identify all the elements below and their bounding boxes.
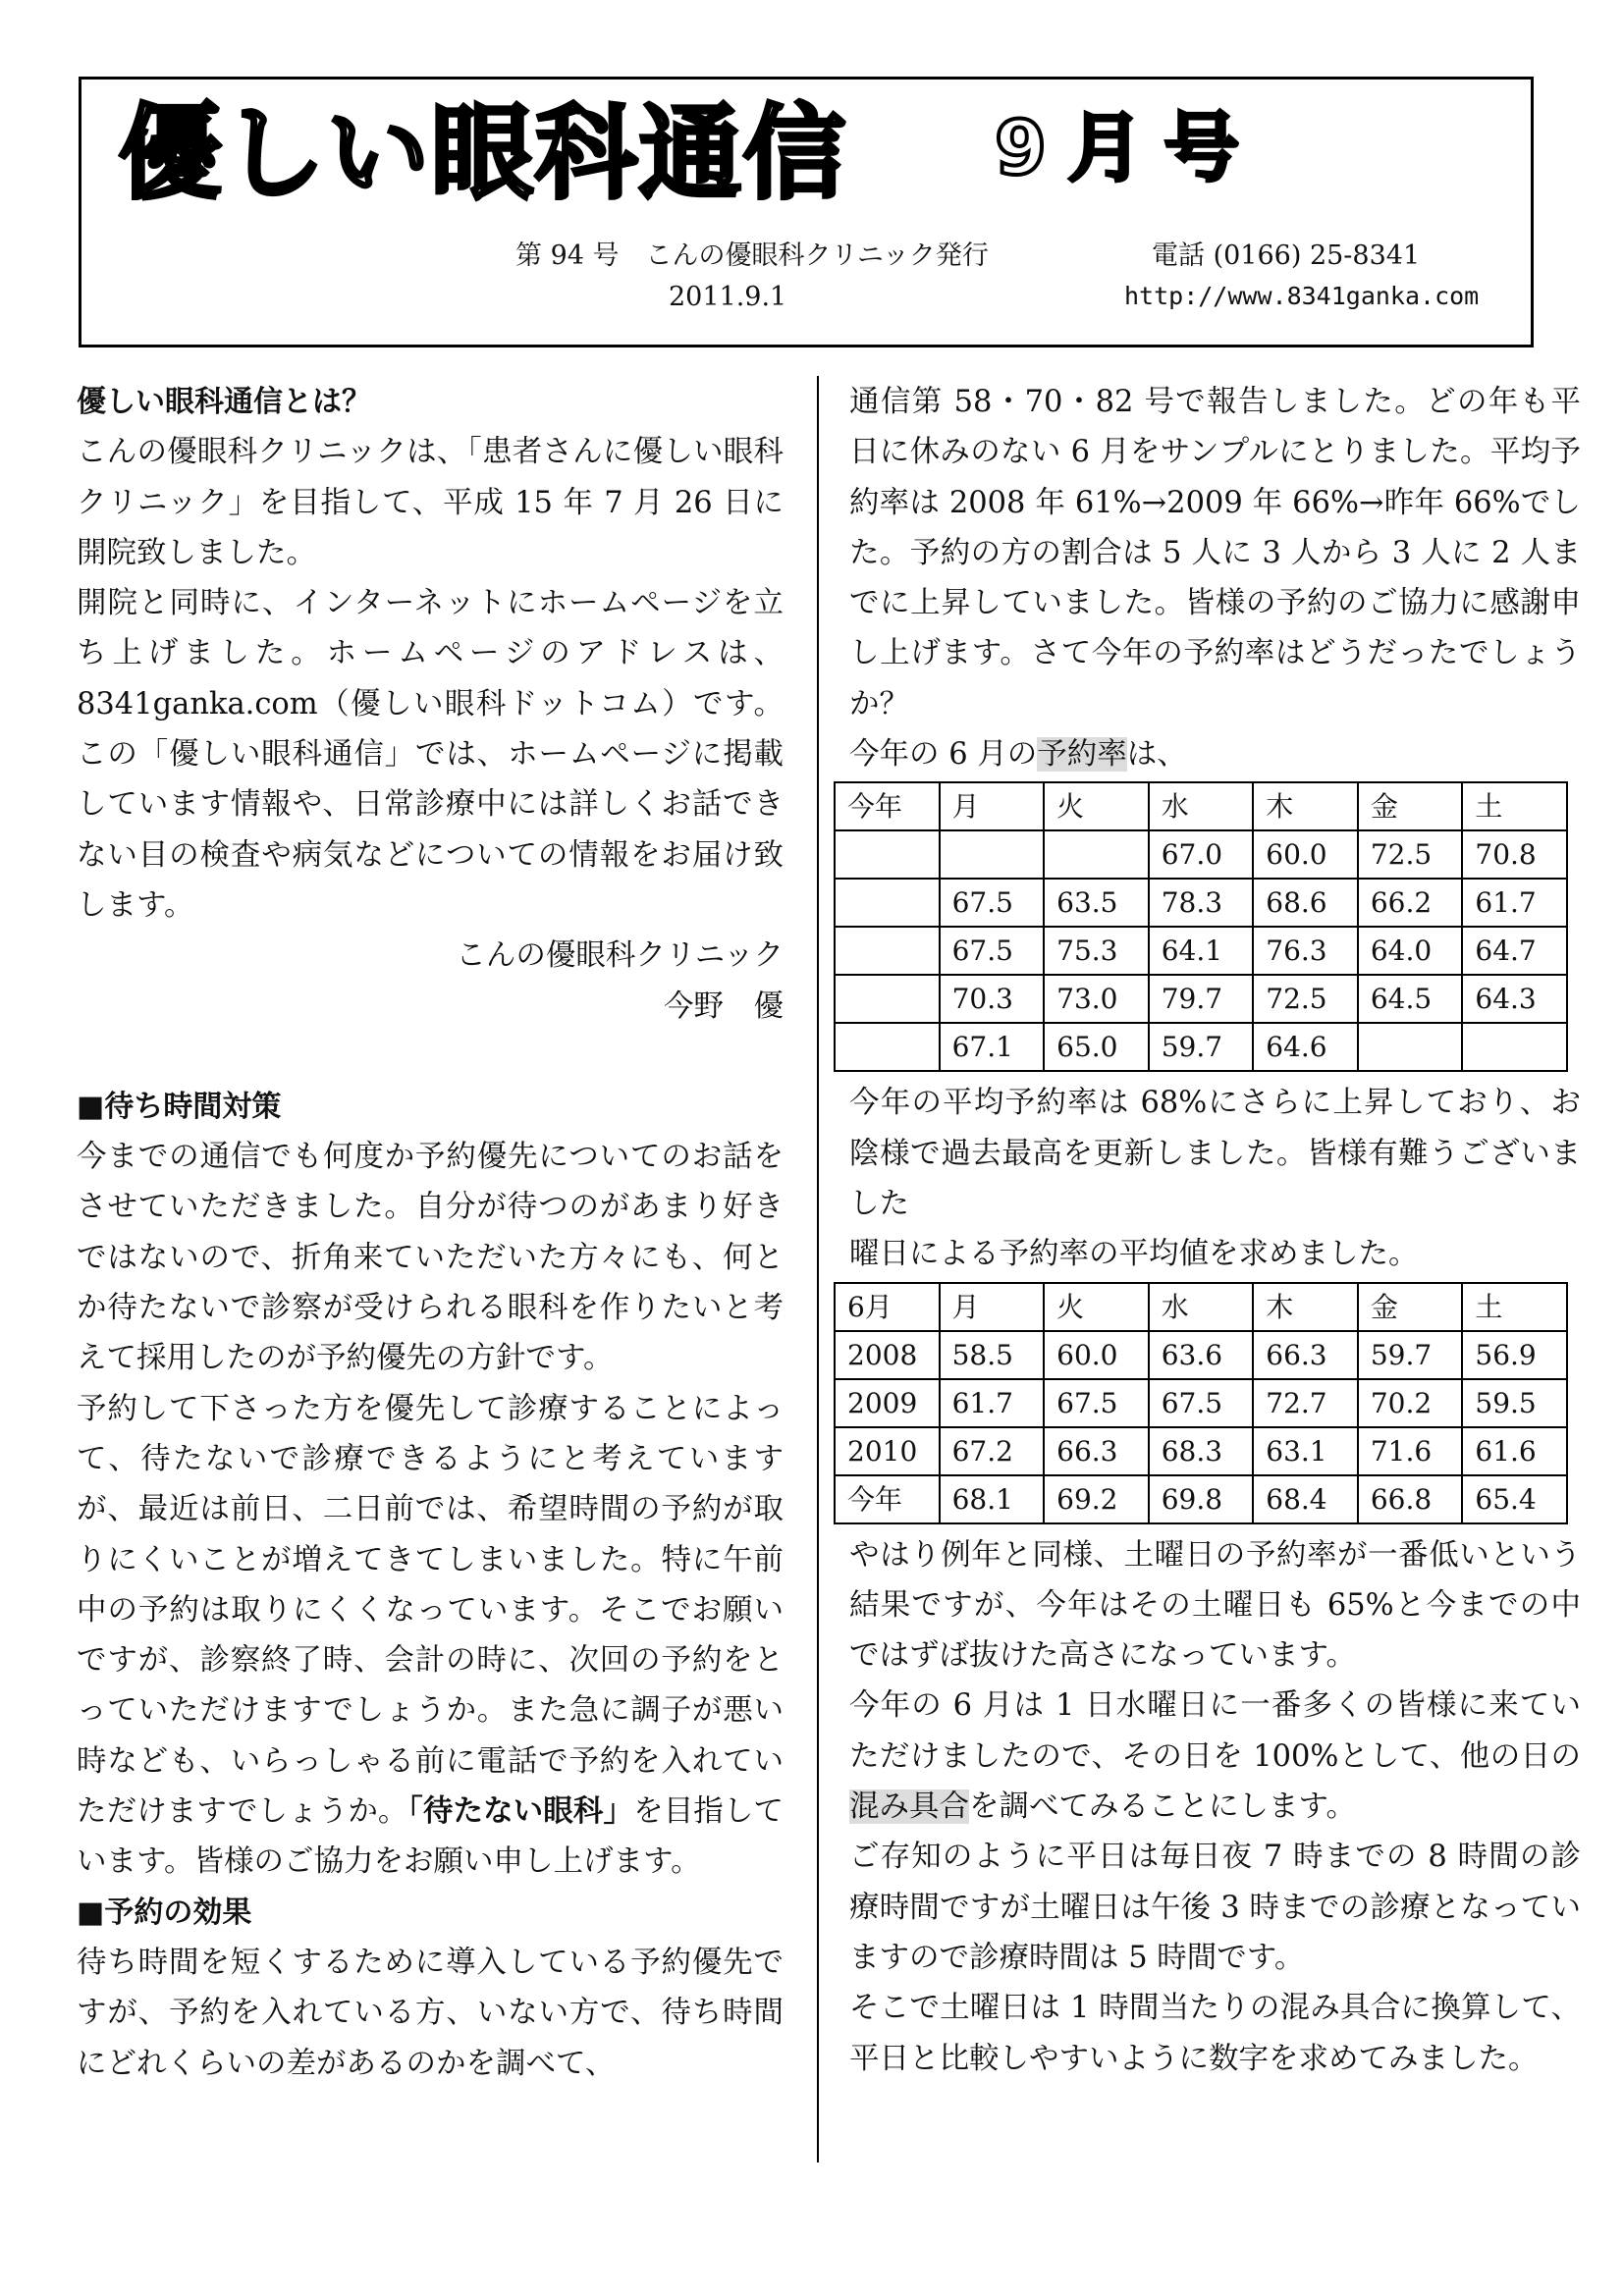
wait-time-paragraph-2	[77, 1384, 784, 1888]
table-cell: 72.5	[1358, 830, 1463, 879]
table-cell: 63.6	[1149, 1331, 1254, 1379]
wait-time-text-a: 予約して下さった方を優先して診療することによって、待たないで診療できるようにと考えていますが、最近は前日、二日前では、希望時間の予約が取りにくいことが増えてきてしまいました。特に午前中の予約は取りにくくなっています。そこでお願いですが、診察終了時、会計の時に、次回の予約をとっていただけますでしょうか。また急に調子が悪い時なども、いらっしゃる前に電話で予約を入れていただけますでしょうか。	[77, 1391, 784, 1830]
issue-month: 9月号	[995, 104, 1261, 191]
table-cell: 79.7	[1149, 975, 1254, 1023]
table-cell: 65.4	[1462, 1475, 1567, 1523]
congestion-paragraph	[849, 1681, 1581, 1832]
table-cell: 75.3	[1044, 927, 1149, 975]
wait-time-heading: ■待ち時間対策	[77, 1089, 282, 1124]
table-cell: 66.3	[1044, 1427, 1149, 1475]
average-rate-paragraph: 今年の平均予約率は 68%にさらに上昇しており、お陰様で過去最高を更新しました。皆様有難うございました	[849, 1086, 1581, 1221]
weekday-average-table	[834, 1282, 1568, 1524]
table-cell: 61.7	[1462, 879, 1567, 927]
table-cell: 70.2	[1358, 1379, 1463, 1427]
table-cell: 67.5	[940, 927, 1045, 975]
intro-paragraph-1: こんの優眼科クリニックは、「患者さんに優しい眼科クリニック」を目指して、平成 15 年 7 月 26 日に開院致しました。	[77, 435, 784, 570]
table-cell: 69.2	[1044, 1475, 1149, 1523]
table-header-cell: 今年	[835, 782, 940, 830]
table-row	[835, 1427, 1567, 1475]
table-cell: 59.7	[1149, 1023, 1254, 1071]
right-column	[849, 377, 1581, 2084]
table-cell: 2008	[835, 1331, 940, 1379]
table-cell: 63.5	[1044, 879, 1149, 927]
table-header-row	[835, 1283, 1567, 1331]
table-header-cell: 火	[1044, 1283, 1149, 1331]
table-cell: 63.1	[1253, 1427, 1358, 1475]
newsletter-title: 優しい眼科通信	[119, 93, 848, 213]
table-row	[835, 1331, 1567, 1379]
wait-time-paragraph-1: 今までの通信でも何度か予約優先についてのお話をさせていただきました。自分が待つのがあまり好きではないので、折角来ていただいた方々にも、何とか待たないで診察が受けられる眼科を作りたいと考えて採用したのが予約優先の方針です。	[77, 1140, 784, 1376]
table-cell: 70.8	[1462, 830, 1567, 879]
table-cell: 67.2	[940, 1427, 1045, 1475]
table-cell: 59.7	[1358, 1331, 1463, 1379]
table-cell: 64.3	[1462, 975, 1567, 1023]
table-row	[835, 927, 1567, 975]
table-header-cell: 土	[1462, 1283, 1567, 1331]
table-cell: 72.5	[1253, 975, 1358, 1023]
table-cell	[1358, 1023, 1463, 1071]
table-cell: 66.3	[1253, 1331, 1358, 1379]
signature-name: 今野 優	[664, 988, 784, 1024]
signature-clinic: こんの優眼科クリニック	[456, 938, 784, 974]
table-cell: 2009	[835, 1379, 940, 1427]
table-cell	[835, 927, 940, 975]
table-cell: 65.0	[1044, 1023, 1149, 1071]
intro-heading: 優しい眼科通信とは？	[77, 385, 371, 419]
table-cell: 2010	[835, 1427, 940, 1475]
table-header-cell: 6月	[835, 1283, 940, 1331]
table-cell: 66.8	[1358, 1475, 1463, 1523]
table-cell: 64.0	[1358, 927, 1463, 975]
congestion-text-end: を調べてみることにします。	[969, 1789, 1357, 1825]
table-header-cell: 月	[940, 782, 1045, 830]
effect-paragraph-1: 待ち時間を短くするために導入している予約優先ですが、予約を入れている方、いない方で、待ち時間にどれくらいの差があるのかを調べて、	[77, 1945, 784, 2081]
table-header-cell: 金	[1358, 1283, 1463, 1331]
june-rate-intro	[849, 729, 1581, 779]
table-row	[835, 1023, 1567, 1071]
table-row	[835, 975, 1567, 1023]
table-header-cell: 木	[1253, 782, 1358, 830]
table-cell: 60.0	[1253, 830, 1358, 879]
table-header-row	[835, 782, 1567, 830]
conversion-paragraph: そこで土曜日は 1 時間当たりの混み具合に換算して、平日と比較しやすいように数字を求めてみました。	[849, 1991, 1581, 2076]
table-header-cell: 水	[1149, 1283, 1254, 1331]
table-row	[835, 1379, 1567, 1427]
table-header-cell: 火	[1044, 782, 1149, 830]
table-header-cell: 土	[1462, 782, 1567, 830]
table-cell: 61.6	[1462, 1427, 1567, 1475]
table-cell: 60.0	[1044, 1331, 1149, 1379]
table-cell: 68.4	[1253, 1475, 1358, 1523]
table-header-cell: 月	[940, 1283, 1045, 1331]
table-cell	[835, 975, 940, 1023]
spacer	[77, 1032, 784, 1082]
weekday-average-intro: 曜日による予約率の平均値を求めました。	[849, 1237, 1419, 1272]
left-column	[77, 377, 784, 2089]
table-header-cell: 水	[1149, 782, 1254, 830]
wait-time-text-b: を目指しています。皆様のご協力をお願い申し上げます。	[77, 1794, 784, 1880]
table-cell: 68.6	[1253, 879, 1358, 927]
issue-date: 2011.9.1	[669, 282, 787, 312]
table-cell	[1462, 1023, 1567, 1071]
table-row	[835, 879, 1567, 927]
column-divider	[817, 376, 819, 2163]
table-cell	[835, 1023, 940, 1071]
table-header-cell: 金	[1358, 782, 1463, 830]
table-cell: 56.9	[1462, 1331, 1567, 1379]
table-cell	[835, 830, 940, 879]
table-cell: 71.6	[1358, 1427, 1463, 1475]
table-cell: 68.1	[940, 1475, 1045, 1523]
table-cell: 66.2	[1358, 879, 1463, 927]
table-cell	[940, 830, 1045, 879]
saturday-paragraph: やはり例年と同様、土曜日の予約率が一番低いという結果ですが、今年はその土曜日も 65%と今までの中ではずば抜けた高さになっています。	[849, 1537, 1581, 1674]
congestion-text: 今年の 6 月は 1 日水曜日に一番多くの皆様に来ていただけましたので、その日を 100%として、他の日の	[849, 1688, 1581, 1774]
table-cell: 58.5	[940, 1331, 1045, 1379]
highlight-reservation-rate: 予約率	[1037, 737, 1127, 773]
table-cell: 67.0	[1149, 830, 1254, 879]
june-rate-text: 今年の 6 月の	[849, 737, 1038, 773]
report-paragraph: 通信第 58・70・82 号で報告しました。どの年も平日に休みのない 6 月をサンプルにとりました。平均予約率は 2008 年 61%→2009 年 66%→昨年 66%でした。予約の方の割合は 5 人に 3 人から 3 人に 2 人までに上昇していました。皆様の予約のご協力に感謝申し上げます。さて今年の予約率はどうだったでしょうか？	[849, 385, 1581, 721]
daily-rate-table	[834, 781, 1568, 1072]
issue-line: 第 94 号 こんの優眼科クリニック発行	[515, 240, 989, 271]
table-cell: 64.6	[1253, 1023, 1358, 1071]
table-row	[835, 830, 1567, 879]
highlight-congestion: 混み具合	[849, 1789, 969, 1825]
table-cell: 73.0	[1044, 975, 1149, 1023]
table-cell: 64.1	[1149, 927, 1254, 975]
table-cell: 64.5	[1358, 975, 1463, 1023]
table-cell: 59.5	[1462, 1379, 1567, 1427]
table-cell: 67.5	[940, 879, 1045, 927]
table-cell: 67.1	[940, 1023, 1045, 1071]
table-cell: 61.7	[940, 1379, 1045, 1427]
table-cell: 78.3	[1149, 879, 1254, 927]
effect-heading: ■予約の効果	[77, 1895, 252, 1930]
table-cell	[835, 879, 940, 927]
table-cell: 70.3	[940, 975, 1045, 1023]
table-cell: 64.7	[1462, 927, 1567, 975]
table-cell: 69.8	[1149, 1475, 1254, 1523]
intro-paragraph-2: 開院と同時に、インターネットにホームページを立ち上げました。ホームページのアドレスは、8341ganka.com（優しい眼科ドットコム）です。この「優しい眼科通信」では、ホームページに掲載しています情報や、日常診療中には詳しくお話できない目の検査や病気などについての情報をお届け致します。	[77, 586, 784, 923]
table-header-cell: 木	[1253, 1283, 1358, 1331]
table-cell: 67.5	[1044, 1379, 1149, 1427]
table-cell: 72.7	[1253, 1379, 1358, 1427]
june-rate-text-end: は、	[1126, 737, 1187, 773]
website-url: http://www.8341ganka.com	[1124, 282, 1480, 310]
masthead-box	[79, 77, 1534, 347]
table-cell: 今年	[835, 1475, 940, 1523]
table-cell: 76.3	[1253, 927, 1358, 975]
table-cell: 67.5	[1149, 1379, 1254, 1427]
wait-time-emphasis: 「待たない眼科」	[407, 1794, 634, 1830]
table-cell: 68.3	[1149, 1427, 1254, 1475]
table-cell	[1044, 830, 1149, 879]
table-row	[835, 1475, 1567, 1523]
phone-number: 電話 (0166) 25-8341	[1152, 240, 1421, 271]
hours-paragraph: ご存知のように平日は毎日夜 7 時までの 8 時間の診療時間ですが土曜日は午後 3 時までの診療となっていますので診療時間は 5 時間です。	[849, 1840, 1581, 1975]
